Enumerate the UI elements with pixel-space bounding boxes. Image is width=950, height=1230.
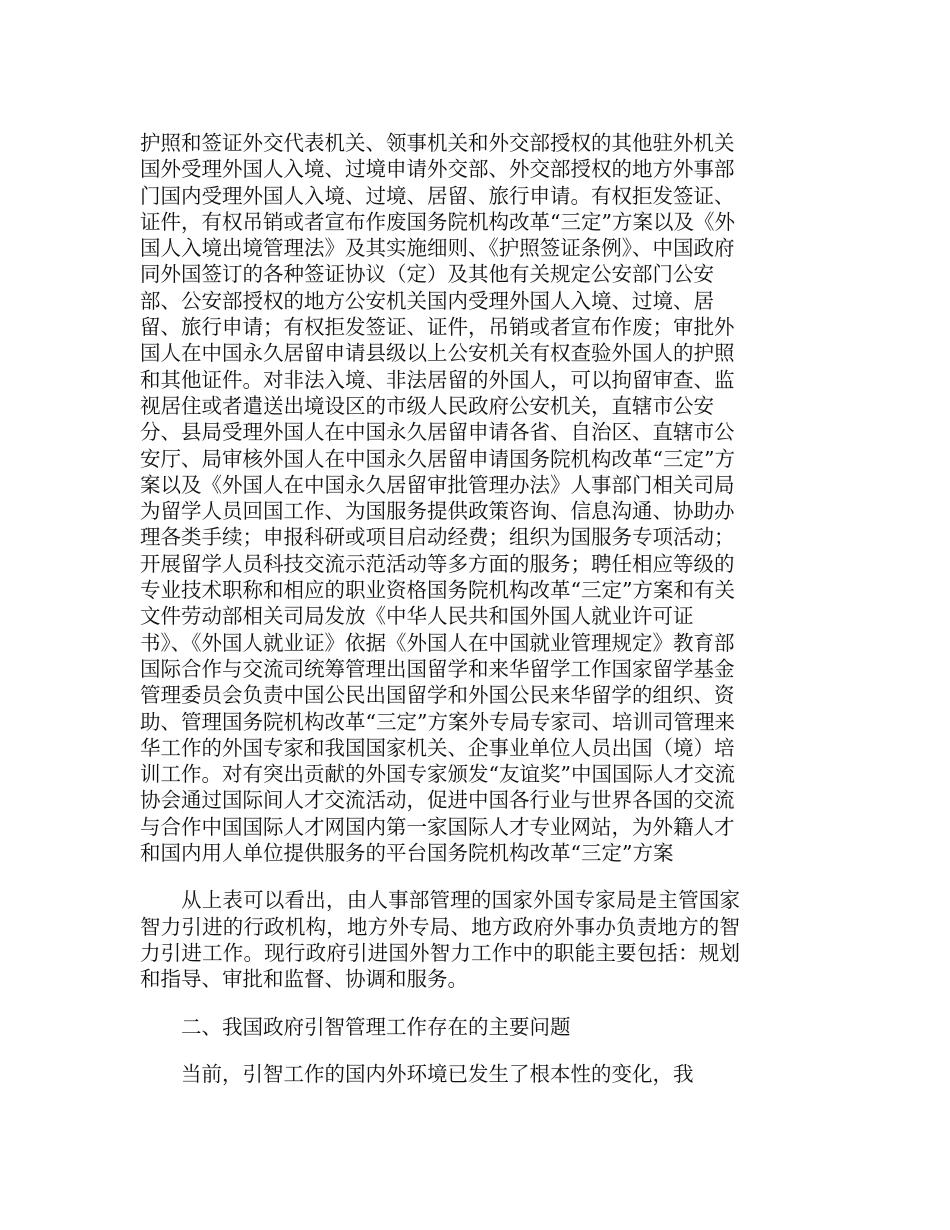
section-heading: 二、我国政府引智管理工作存在的主要问题 [181, 1014, 571, 1039]
summary-paragraph: 从上表可以看出，由人事部管理的国家外国专家局是主管国家智力引进的行政机构，地方外专局、地方政府外事办负责地方的智力引进工作。现行政府引进国外智力工作中的职能主要包括：规划和指导、审批和监督、协调和服务。 [140, 888, 740, 992]
table-content-paragraph: 护照和签证外交代表机关、领事机关和外交部授权的其他驻外机关国外受理外国人入境、过境申请外交部、外交部授权的地方外事部门国内受理外国人入境、过境、居留、旅行申请。有权拒发签证、证件，有权吊销或者宣布作废国务院机构改革“三定”方案以及《外国人入境出境管理法》及其实施细则、《护照签证条例》、中国政府同外国签订的各种签证协议（定）及其他有关规定公安部门公安部、公安部授权的地方公安机关国内受理外国人入境、过境、居留、旅行申请；有权拒发签证、证件，吊销或者宣布作废；审批外国人在中国永久居留申请县级以上公安机关有权查验外国人的护照和其他证件。对非法入境、非法居留的外国人，可以拘留审查、监视居住或者遣送出境设区的市级人民政府公安机关，直辖市公安分、县局受理外国人在中国永久居留申请各省、自治区、直辖市公安厅、局审核外国人在中国永久居留申请国务院机构改革“三定”方案以及《外国人在中国永久居留审批管理办法》人事部门相关司局为留学人员回国工作、为国服务提供政策咨询、信息沟通、协助办理各类手续；申报科研或项目启动经费；组织为国服务专项活动；开展留学人员科技交流示范活动等多方面的服务；聘任相应等级的专业技术职称和相应的职业资格国务院机构改革“三定”方案和有关文件劳动部相关司局发放《中华人民共和国外国人就业许可证书》、《外国人就业证》依据《外国人在中国就业管理规定》教育部国际合作与交流司统筹管理出国留学和来华留学工作国家留学基金管理委员会负责中国公民出国留学和外国公民来华留学的组织、资助、管理国务院机构改革“三定”方案外专局专家司、培训司管理来华工作的外国专家和我国国家机关、企事业单位人员出国（境）培训工作。对有突出贡献的外国专家颁发“友谊奖”中国国际人才交流协会通过国际间人才交流活动，促进中国各行业与世界各国的交流与合作中国国际人才网国内第一家国际人才专业网站，为外籍人才和国内用人单位提供服务的平台国务院机构改革“三定”方案 [140, 131, 735, 866]
body-paragraph: 当前，引智工作的国内外环境已发生了根本性的变化，我 [181, 1061, 694, 1086]
document-body [140, 130, 740, 1108]
